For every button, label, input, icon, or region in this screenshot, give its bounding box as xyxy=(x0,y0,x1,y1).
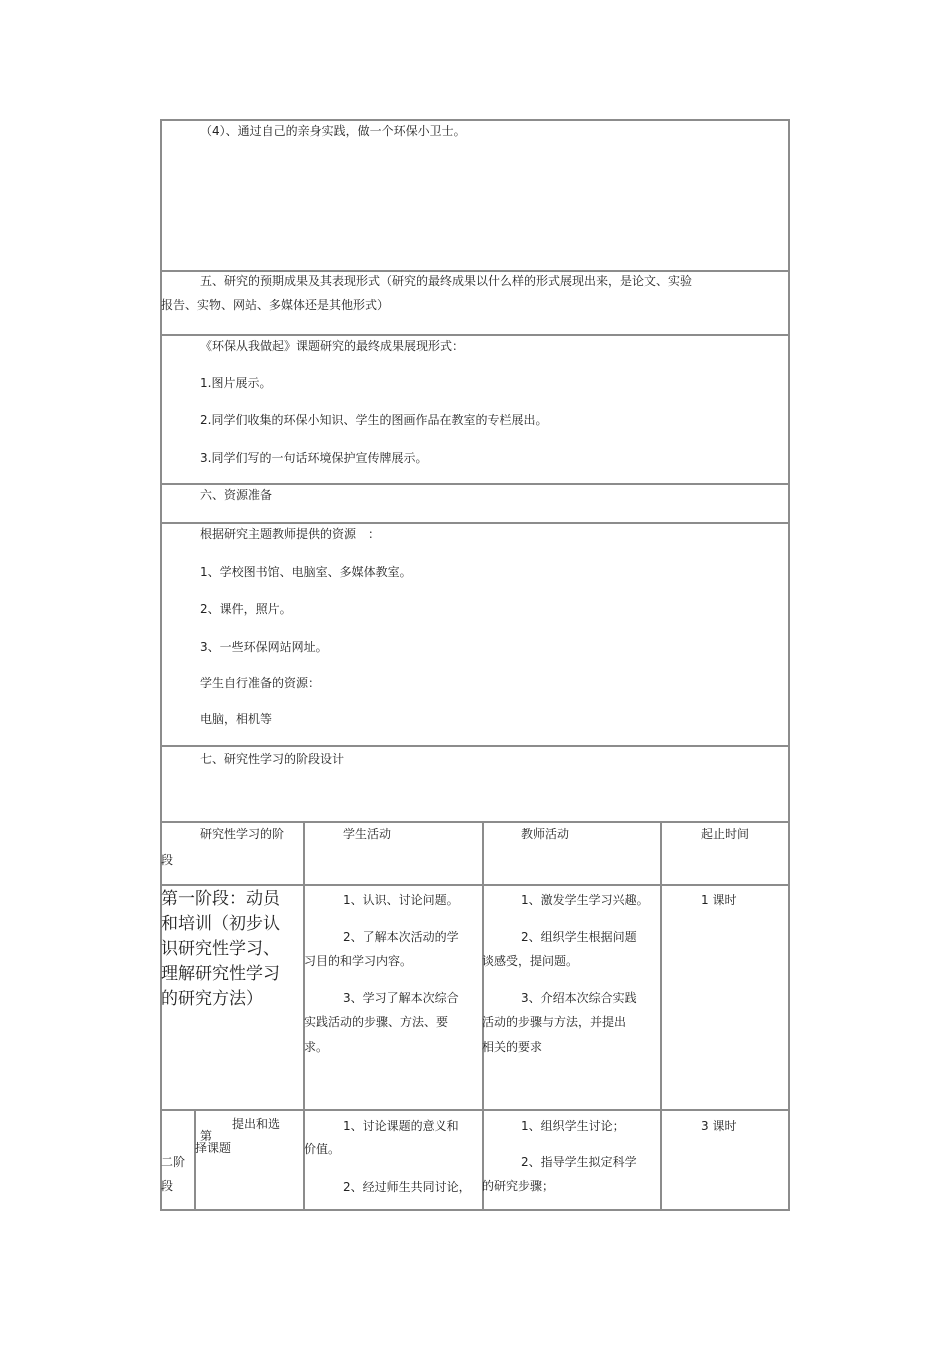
outcome-intro: 《环保从我做起》课题研究的最终成果展现形式： xyxy=(200,339,465,353)
stage2-subtitle: 提出和选 xyxy=(232,1117,281,1131)
resources-teacher-item: 2、课件，照片。 xyxy=(200,602,292,616)
divider xyxy=(162,483,788,485)
divider xyxy=(162,522,788,524)
divider xyxy=(162,884,788,886)
stage1-title: 和培训（初步认 xyxy=(161,914,280,934)
stage2-label-er: 二阶 xyxy=(161,1155,186,1169)
divider xyxy=(162,1109,788,1111)
divider xyxy=(162,821,788,823)
stage2-time: 3 课时 xyxy=(701,1119,737,1133)
goal-item-4: （4）、通过自己的亲身实践，做一个环保小卫士。 xyxy=(200,124,466,138)
outcome-item: 1.图片展示。 xyxy=(200,376,272,390)
stage1-student-line: 1、认识、讨论问题。 xyxy=(343,893,459,907)
outcome-heading-line2: 报告、实物、网站、多媒体还是其他形式） xyxy=(161,298,390,312)
resources-teacher-item: 3、一些环保网站网址。 xyxy=(200,640,328,654)
stage1-title: 第一阶段：动员 xyxy=(161,889,280,909)
stage1-title: 识研究性学习、 xyxy=(161,939,280,959)
resources-student-intro: 学生自行准备的资源： xyxy=(200,676,321,690)
stage2-student-line: 2、经过师生共同讨论， xyxy=(343,1180,471,1194)
stage2-student-line: 1、讨论课题的意义和 xyxy=(343,1119,459,1133)
stage1-student-line: 2、了解本次活动的学 xyxy=(343,930,459,944)
col-header-stage: 研究性学习的阶 xyxy=(200,827,285,841)
stage1-title: 理解研究性学习 xyxy=(161,964,280,984)
stage2-label-di: 第 xyxy=(200,1129,213,1143)
column-divider xyxy=(194,1109,196,1211)
resources-heading: 六、资源准备 xyxy=(200,488,273,502)
col-header-teacher: 教师活动 xyxy=(521,827,570,841)
stage2-student-line: 价值。 xyxy=(304,1142,341,1156)
stage1-teacher-line: 3、介绍本次综合实践 xyxy=(521,991,637,1005)
outcome-item: 3.同学们写的一句话环境保护宣传牌展示。 xyxy=(200,451,428,465)
stage2-label-duan: 段 xyxy=(161,1179,174,1193)
outcome-item: 2.同学们收集的环保小知识、学生的图画作品在教室的专栏展出。 xyxy=(200,413,548,427)
stages-heading: 七、研究性学习的阶段设计 xyxy=(200,752,345,766)
resources-student-items: 电脑，相机等 xyxy=(200,712,273,726)
stage2-teacher-line: 2、指导学生拟定科学 xyxy=(521,1155,637,1169)
divider xyxy=(162,334,788,336)
resources-teacher-item: 1、学校图书馆、电脑室、多媒体教室。 xyxy=(200,565,412,579)
stage1-student-line: 求。 xyxy=(304,1040,329,1054)
col-header-time: 起止时间 xyxy=(701,827,750,841)
stage2-teacher-line: 的研究步骤； xyxy=(482,1179,555,1193)
col-header-stage-cont: 段 xyxy=(161,853,174,867)
stage1-time: 1 课时 xyxy=(701,893,737,907)
stage1-teacher-line: 2、组织学生根据问题 xyxy=(521,930,637,944)
outcome-heading-line1: 五、研究的预期成果及其表现形式（研究的最终成果以什么样的形式展现出来，是论文、实验 xyxy=(200,274,693,288)
divider xyxy=(162,745,788,747)
col-header-student: 学生活动 xyxy=(343,827,392,841)
stage1-student-line: 实践活动的步骤、方法、要 xyxy=(304,1015,449,1029)
column-divider xyxy=(660,821,662,1211)
stage1-teacher-line: 谈感受，提问题。 xyxy=(482,954,579,968)
stage1-teacher-line: 相关的要求 xyxy=(482,1040,543,1054)
stage1-teacher-line: 1、激发学生学习兴趣。 xyxy=(521,893,649,907)
stage1-student-line: 习目的和学习内容。 xyxy=(304,954,413,968)
divider xyxy=(162,270,788,272)
stage2-subtitle: 择课题 xyxy=(195,1141,232,1155)
stage2-teacher-line: 1、组织学生讨论； xyxy=(521,1119,625,1133)
resources-teacher-intro: 根据研究主题教师提供的资源 ： xyxy=(200,527,381,541)
stage1-title: 的研究方法） xyxy=(161,989,263,1009)
stage1-student-line: 3、学习了解本次综合 xyxy=(343,991,459,1005)
stage1-teacher-line: 活动的步骤与方法，并提出 xyxy=(482,1015,627,1029)
